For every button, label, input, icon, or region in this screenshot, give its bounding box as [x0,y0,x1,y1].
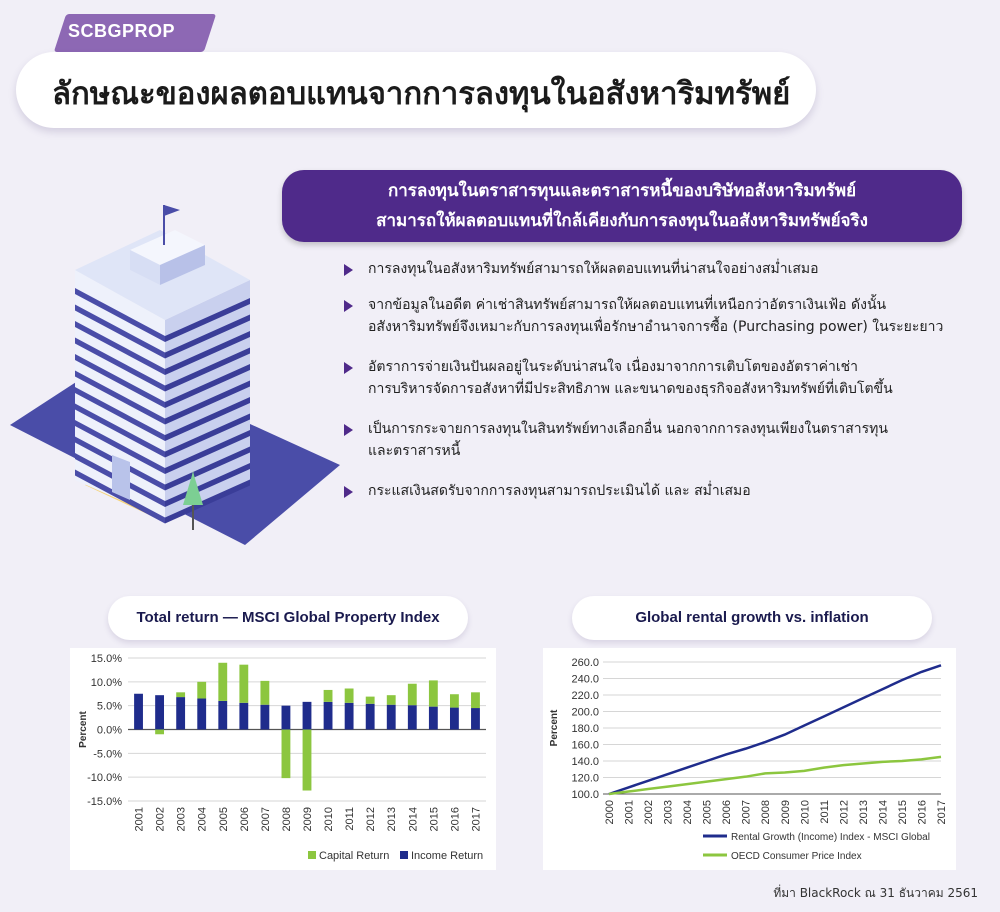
income-bar [324,702,333,730]
x-tick-label: 2010 [323,807,336,832]
y-axis-label: Percent [78,711,89,748]
bullet-item [342,480,992,502]
bullet-text: เป็นการกระจายการลงทุนในสินทรัพย์ทางเลือกอื่น นอกจากการลงทุนเพียงในตราสารทุน [368,421,888,437]
y-tick-label: 160.0 [571,739,599,752]
capital-bar [155,730,164,735]
income-bar [303,702,312,730]
income-bar [471,708,480,729]
bullet-arrow-icon [344,300,353,312]
y-tick-label: 140.0 [571,756,599,768]
x-tick-label: 2001 [623,800,636,825]
bullet-arrow-icon [344,264,353,276]
x-tick-label: 2014 [877,800,890,825]
bullet-item [342,258,992,280]
income-bar [450,708,459,730]
legend-label: Income Return [411,850,484,862]
income-bar [408,705,417,729]
x-tick-label: 2003 [662,800,675,825]
brand-label: SCBGPROP [68,21,176,41]
x-tick-label: 2009 [779,800,792,825]
capital-bar [282,730,291,779]
chart2-panel [543,648,956,870]
legend-label: Capital Return [319,850,390,862]
y-tick-label: 220.0 [571,690,599,702]
income-bar [345,703,354,730]
y-tick-label: -10.0% [87,772,122,785]
capital-bar [387,695,396,705]
x-tick-label: 2016 [449,807,462,832]
capital-bar [176,692,185,697]
x-tick-label: 2006 [238,807,251,832]
capital-bar [239,665,248,703]
rental-growth-line [609,665,941,794]
x-tick-label: 2015 [896,800,909,825]
legend-swatch-capital [308,851,316,859]
x-tick-label: 2009 [302,807,314,832]
capital-bar [450,694,459,707]
capital-bar [260,681,269,705]
capital-bar [366,697,375,704]
source-note: ที่มา BlackRock ณ 31 ธันวาคม 2561 [773,886,978,900]
x-tick-label: 2013 [857,800,870,825]
x-tick-label: 2001 [133,807,146,832]
cpi-line [609,757,941,794]
banner-line-1: การลงทุนในตราสารทุนและตราสารหนี้ของบริษัทอสังหาริมทรัพย์ [387,181,857,201]
y-tick-label: 260.0 [571,657,599,669]
y-tick-label: 100.0 [571,789,599,801]
bullet-item [342,294,992,338]
x-tick-label: 2008 [280,807,293,832]
capital-bar [218,663,227,701]
x-tick-label: 2017 [470,807,483,832]
y-tick-label: 10.0% [90,676,122,689]
chart2-title: Global rental growth vs. inflation [572,596,932,640]
x-tick-label: 2010 [799,800,812,825]
building-illustration [0,200,340,560]
capital-bar [345,689,354,703]
x-tick-label: 2000 [604,800,616,825]
x-tick-label: 2004 [196,807,209,832]
income-bar [176,697,185,729]
legend-label: Rental Growth (Income) Index - MSCI Global [731,832,930,843]
chart1-title: Total return — MSCI Global Property Index [108,596,468,640]
bullet-arrow-icon [344,362,353,374]
income-bar [155,695,164,729]
legend-label: OECD Consumer Price Index [731,851,862,862]
capital-bar [408,684,417,705]
bullet-text: อสังหาริมทรัพย์จึงเหมาะกับการลงทุนเพื่อรักษาอำนาจการซื้อ (Purchasing power) ในระยะยาว [368,319,944,335]
bullet-arrow-icon [344,486,353,498]
income-bar [366,704,375,730]
bullet-text: และตราสารหนี้ [368,443,461,459]
y-tick-label: 180.0 [571,723,599,735]
capital-bar [324,690,333,702]
y-tick-label: 200.0 [571,706,599,719]
rental-growth-chart [543,648,956,870]
y-axis-label: Percent [549,709,560,747]
total-return-chart [70,648,496,870]
income-bar [282,706,291,730]
x-tick-label: 2008 [760,800,773,825]
sub-banner [282,170,962,242]
income-bar [387,705,396,730]
bullet-item [342,418,992,462]
income-bar [134,694,143,730]
bullet-text: การบริหารจัดการอสังหาที่มีประสิทธิภาพ และขนาดของธุรกิจอสังหาริมทรัพย์ที่เติบโตขึ้น [368,381,893,397]
x-tick-label: 2015 [428,807,441,832]
bullet-text: การลงทุนในอสังหาริมทรัพย์สามารถให้ผลตอบแทนที่น่าสนใจอย่างสม่ำเสมอ [368,261,819,277]
x-tick-label: 2011 [344,807,357,831]
bullet-arrow-icon [344,424,353,436]
x-tick-label: 2002 [643,800,656,825]
x-tick-label: 2016 [916,800,929,825]
x-tick-label: 2011 [818,800,831,824]
capital-bar [197,682,206,699]
legend-swatch-income [400,851,408,859]
bullet-text: อัตราการจ่ายเงินปันผลอยู่ในระดับน่าสนใจ เนื่องมาจากการเติบโตของอัตราค่าเช่า [368,359,859,375]
y-tick-label: -15.0% [87,796,122,808]
x-tick-label: 2017 [936,800,948,825]
capital-bar [303,730,312,791]
capital-bar [429,680,438,706]
chart1-panel [70,648,496,870]
x-tick-label: 2006 [721,800,734,825]
income-bar [218,701,227,730]
page-title: ลักษณะของผลตอบแทนจากการลงทุนในอสังหาริมทรัพย์ [52,76,791,112]
bullet-text: กระแสเงินสดรับจากการลงทุนสามารถประเมินได้ และ สม่ำเสมอ [368,483,751,499]
x-tick-label: 2002 [154,807,167,832]
y-tick-label: 240.0 [571,673,599,686]
x-tick-label: 2007 [259,807,272,832]
x-tick-label: 2007 [740,800,753,825]
y-tick-label: -5.0% [93,748,122,761]
bullet-list [342,258,992,502]
banner-line-2: สามารถให้ผลตอบแทนที่ใกล้เคียงกับการลงทุนในอสังหาริมทรัพย์จริง [376,211,868,231]
bullet-text: จากข้อมูลในอดีต ค่าเช่าสินทรัพย์สามารถให้ผลตอบแทนที่เหนือกว่าอัตราเงินเฟ้อ ดังนั้น [368,297,887,313]
x-tick-label: 2005 [217,807,230,832]
x-tick-label: 2012 [838,800,851,825]
x-tick-label: 2003 [175,807,188,832]
income-bar [197,699,206,730]
capital-bar [471,692,480,708]
bullet-item [342,356,992,400]
x-tick-label: 2004 [682,800,695,825]
x-tick-label: 2012 [365,807,378,832]
y-tick-label: 15.0% [90,653,122,665]
y-tick-label: 0.0% [96,724,122,737]
y-tick-label: 120.0 [571,772,599,785]
x-tick-label: 2005 [701,800,714,825]
income-bar [239,703,248,730]
x-tick-label: 2014 [407,807,420,832]
x-tick-label: 2013 [386,807,399,832]
y-tick-label: 5.0% [96,700,122,713]
income-bar [260,705,269,730]
income-bar [429,707,438,730]
